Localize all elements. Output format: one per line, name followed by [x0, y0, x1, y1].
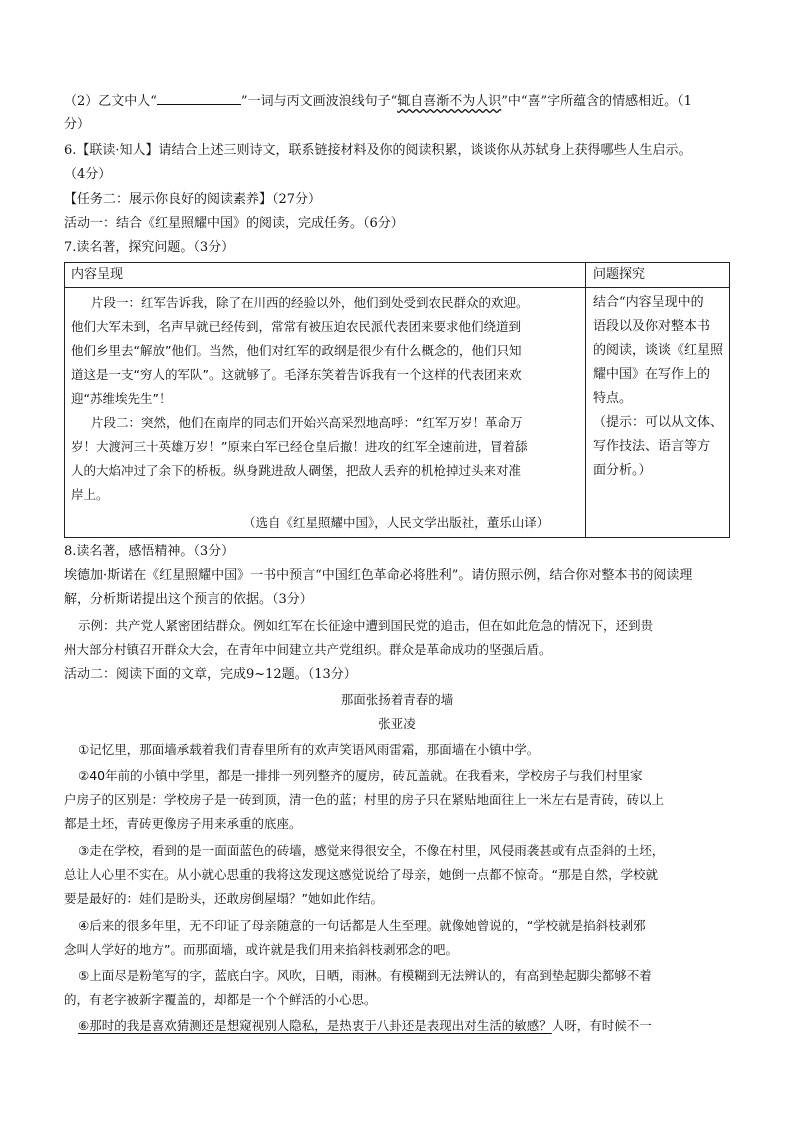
article-paragraph-line: 总让人心里不实在。从小就心思重的我将这发现这感觉说给了母亲，她倒一点都不惊奇。“那是自然，学校就 — [64, 867, 658, 882]
table-header-content: 内容呈现 — [71, 267, 124, 282]
table-right-line: （提示：可以从文体、 — [593, 415, 724, 430]
question-8-example-line2: 州大部分村镇召开群众大会，在青年中间建立共产党组织。群众是革命成功的坚强后盾。 — [64, 642, 552, 657]
table-left-line: 道这是一支“穷人的军队”。这就够了。毛泽东笑着告诉我有一个这样的代表团来欢 — [71, 367, 522, 382]
activity1-heading: 活动一：结合《红星照耀中国》的阅读，完成任务。（6分） — [64, 216, 404, 231]
table-right-line: 的阅读，谈谈《红星照 — [593, 343, 724, 358]
article-paragraph-line: ⑤上面尽是粉笔写的字，蓝底白字。风吹，日晒，雨淋。有模糊到无法辨认的，有高到垫起脚尖都够不着 — [78, 968, 652, 983]
article-author: 张亚凌 — [378, 716, 416, 731]
question-8-example-line1: 示例：共产党人紧密团结群众。例如红军在长征途中遭到国民党的追击，但在如此危急的情况下，还到贵 — [78, 618, 654, 633]
q5-2-text-pre: （2）乙文中人“ — [64, 94, 157, 109]
table-right-line: 特点。 — [593, 391, 633, 406]
question-7: 7.读名著，探究问题。（3分） — [64, 240, 235, 255]
q5-2-line2: 分） — [64, 117, 91, 132]
q5-2-text-tail: ”中“喜”字所蕴含的情感相近。（1 — [501, 94, 692, 109]
question-8-line2: 解，分析斯诺提出这个预言的依据。（3分） — [64, 592, 313, 607]
table-left-line: 岸上。 — [71, 487, 109, 502]
question-8-title: 8.读名著，感悟精神。（3分） — [64, 544, 235, 559]
article-title: 那面张扬着青春的墙 — [340, 692, 454, 707]
table-divider-horizontal — [65, 287, 729, 288]
last-line-rest: 人呀，有时候不一 — [551, 1018, 652, 1033]
article-paragraph-line: 都是土坯，青砖更像房子用来承重的底座。 — [64, 816, 302, 831]
q5-2-quote: 辄自喜渐不为人识 — [397, 94, 502, 109]
answer-blank[interactable] — [157, 92, 241, 105]
article-paragraph-line: ③走在学校，看到的是一面面蓝色的砖墙，感觉来得很安全，不像在村里，风侵雨袭甚或有点歪斜的土坯， — [78, 843, 665, 858]
table-divider-vertical — [585, 263, 586, 537]
question-8-line1: 埃德加·斯诺在《红星照耀中国》一书中预言“中国红色革命必将胜利”。请仿照示例，结合你对整本书的阅读理 — [64, 568, 693, 583]
article-paragraph-line: ②40年前的小镇中学里，都是一排排一列列整齐的厦房，砖瓦盖就。在我看来，学校房子与我们村里家 — [78, 768, 643, 783]
table-left-line: 迎“苏维埃先生”！ — [71, 391, 172, 406]
article-last-line — [78, 1017, 736, 1035]
table-left-line: 片段二：突然，他们在南岸的同志们开始兴高采烈地高呼：“红军万岁！革命万 — [91, 415, 523, 430]
question-5-2 — [64, 92, 736, 111]
table-right-line: 结合“内容呈现中的 — [593, 295, 704, 310]
table-left-line: 他们大军未到，名声早就已经传到，常常有被压迫农民派代表团来要求他们绕道到 — [71, 319, 522, 334]
reading-table — [64, 262, 730, 538]
question-6-line1: 6.【联读·知人】请结合上述三则诗文，联系链接材料及你的阅读积累，谈谈你从苏轼身上获得哪些人生启示。 — [64, 143, 692, 158]
article-paragraph-line: ①记忆里，那面墙承载着我们青春里所有的欢声笑语风雨雷霜，那面墙在小镇中学。 — [78, 742, 540, 757]
underlined-sentence: ⑥那时的我是喜欢猜测还是想窥视别人隐私，是热衷于八卦还是表现出对生活的敏感？ — [78, 1018, 552, 1033]
table-right-line: 面分析。） — [593, 463, 652, 478]
table-right-line: 语段以及你对整本书 — [593, 319, 711, 334]
activity2-heading: 活动二：阅读下面的文章，完成9~12题。（13分） — [64, 667, 357, 682]
q5-2-text-post: ”一词与丙文画波浪线句子“ — [240, 94, 398, 109]
table-right-line: 耀中国》在写作上的 — [593, 367, 711, 382]
question-6-line2: （4分） — [64, 167, 112, 182]
task2-heading: 【任务二：展示你良好的阅读素养】（27分） — [64, 192, 322, 207]
table-header-question: 问题探究 — [593, 267, 646, 282]
article-paragraph-line: ④后来的很多年里，无不印证了母亲随意的一句话都是人生至理。就像她曾说的，“学校就是掐斜枝剥邪 — [78, 918, 646, 933]
table-left-line: 岁！大渡河三十英雄万岁！”原来白军已经仓皇后撤！进攻的红军全速前进，冒着舔 — [71, 439, 528, 454]
article-paragraph-line: 的，有老字被新字覆盖的，却都是一个个鲜活的小心思。 — [64, 992, 377, 1007]
table-left-line: 他们乡里去“解放”他们。当然，他们对红军的政纲是很少有什么概念的，他们只知 — [71, 343, 522, 358]
article-paragraph-line: 念叫人学好的地方”。而那面墙，或许就是我们用来掐斜枝剥邪念的吧。 — [64, 942, 458, 957]
table-left-line: 人的大焰冲过了余下的桥板。纵身跳进敌人碉堡，把敌人丢弃的机枪掉过头来对准 — [71, 463, 522, 478]
table-left-line: 片段一：红军告诉我，除了在川西的经验以外，他们到处受到农民群众的欢迎。 — [91, 295, 529, 310]
article-paragraph-line: 户房子的区别是：学校房子是一砖到顶，清一色的蓝；村里的房子只在紧贴地面往上一米左右是青砖，砖以上 — [64, 792, 665, 807]
table-source-line: （选自《红星照耀中国》，人民文学出版社，董乐山译） — [243, 515, 550, 530]
article-paragraph-line: 要是最好的：娃们是盼头，还敢房倒屋塌？”她如此作结。 — [64, 891, 383, 906]
table-right-line: 写作技法、语言等方 — [593, 439, 711, 454]
